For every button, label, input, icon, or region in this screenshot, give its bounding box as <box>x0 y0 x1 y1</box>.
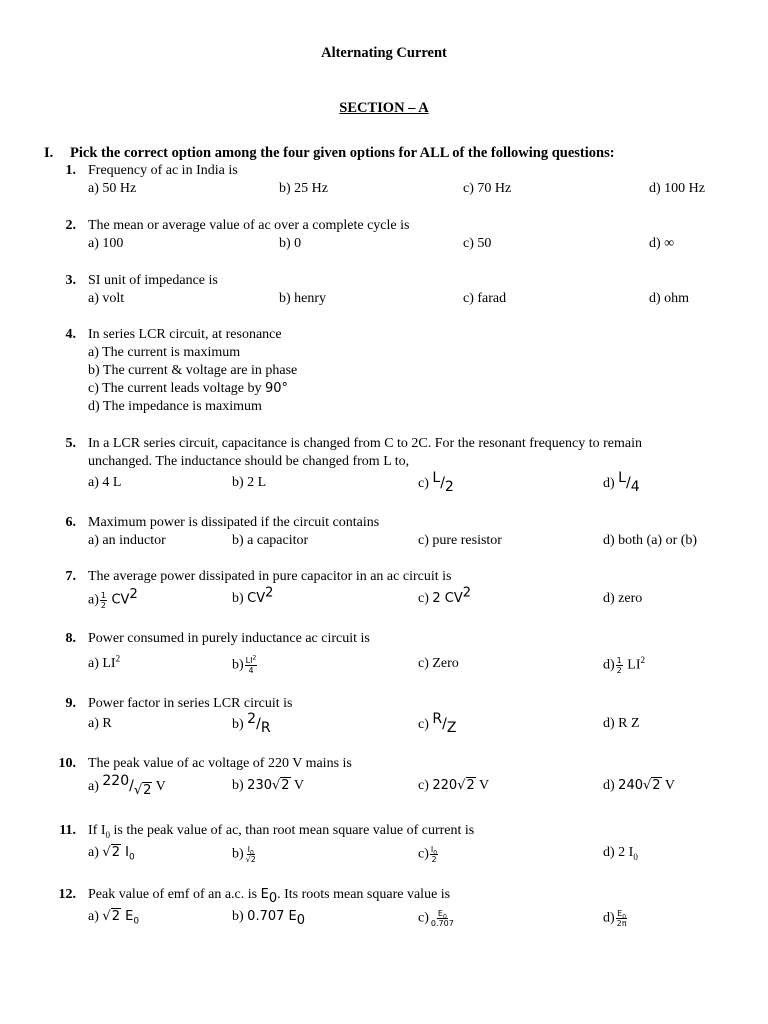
radicand: 2 <box>111 845 120 860</box>
option-b <box>232 909 306 928</box>
denominator: 2π <box>616 919 627 928</box>
expression: 0.707 E <box>247 909 297 924</box>
coefficient: 220 <box>432 778 458 793</box>
numerator-text: E <box>617 909 623 918</box>
subscript: 0 <box>105 829 110 840</box>
option-d: d) R Z <box>603 716 640 731</box>
option-d <box>603 778 675 794</box>
question-text: Maximum power is dissipated if the circuit contains <box>88 515 380 530</box>
numerator <box>247 845 255 855</box>
option-c-text: c) The current leads voltage by <box>88 381 266 396</box>
question-number: 2. <box>65 218 76 233</box>
denominator: 2 <box>444 479 454 495</box>
option-d: d) ohm <box>649 291 690 306</box>
option-c-label: c) <box>418 717 429 732</box>
fraction <box>245 845 257 864</box>
radicand: 2 <box>143 783 152 798</box>
option-b: b) 0 <box>279 236 302 251</box>
option-c <box>418 711 457 736</box>
fraction <box>616 656 623 675</box>
question-number: 4. <box>65 327 76 342</box>
section-heading <box>0 100 768 116</box>
option-b-label: b) <box>232 909 244 924</box>
option-d <box>603 909 629 928</box>
question-number: 11. <box>59 823 76 838</box>
denominator: 2 <box>616 666 622 675</box>
question-text: The average power dissipated in pure capacitor in an ac circuit is <box>88 569 452 584</box>
option-a: a) volt <box>88 291 125 306</box>
option-c <box>418 470 454 495</box>
option-b <box>232 778 304 794</box>
section-label: SECTION – A <box>339 100 429 116</box>
option-b <box>232 711 271 736</box>
question-text: SI unit of impedance is <box>88 273 218 288</box>
fraction: L/4 <box>618 470 640 495</box>
fraction: L/2 <box>432 470 454 495</box>
fraction: 2/R <box>247 711 271 736</box>
option-a <box>88 773 166 798</box>
denominator: Z <box>446 720 457 736</box>
symbol: I <box>125 845 129 860</box>
option-a: a) an inductor <box>88 533 166 548</box>
fraction <box>430 909 455 928</box>
unit: V <box>155 779 166 794</box>
document-title: Alternating Current <box>321 45 447 61</box>
question-number: 5. <box>65 436 76 451</box>
subscript: 0 <box>128 852 135 863</box>
option-d <box>603 845 638 861</box>
option-d-label: d) <box>603 910 615 926</box>
expression: 230√2 <box>247 778 290 793</box>
subscript: 0 <box>250 849 254 857</box>
numerator-text: I <box>247 845 251 854</box>
text-part: Peak value of emf of an a.c. is <box>88 887 261 902</box>
numerator <box>616 909 627 919</box>
question-text: In series LCR circuit, at resonance <box>88 327 282 342</box>
exponent: 2 <box>462 585 472 601</box>
numerator: R <box>432 711 443 727</box>
expression: CV <box>111 592 130 608</box>
question-number: 12. <box>58 887 76 902</box>
subscript: 0 <box>268 890 278 906</box>
numerator <box>430 845 438 855</box>
option-d-label: d) <box>603 476 615 491</box>
expression: 2 CV <box>432 591 463 606</box>
option-b-label: b) <box>232 717 244 732</box>
angle-value: 90° <box>265 381 289 396</box>
question-number: 7. <box>65 569 76 584</box>
subscript: 0 <box>442 913 447 921</box>
denominator: √2 <box>133 783 152 798</box>
fraction <box>616 909 628 928</box>
text-part: If I <box>88 823 106 838</box>
option-a: a) 4 L <box>88 475 122 490</box>
option-b <box>232 656 258 675</box>
unit: V <box>664 778 675 793</box>
numerator: L <box>432 470 441 486</box>
radicand: 2 <box>250 855 256 864</box>
option-a-label: a) <box>88 909 99 924</box>
expression: LI <box>627 657 641 673</box>
option-c: c) pure resistor <box>418 533 502 548</box>
unit: V <box>479 778 490 793</box>
option-c: c) 50 <box>463 236 492 251</box>
option-b-label: b) <box>232 778 244 793</box>
question-text: Power consumed in purely inductance ac circuit is <box>88 631 370 646</box>
option-c-label: c) <box>418 910 429 926</box>
option-a <box>88 653 121 672</box>
question-text <box>88 823 474 839</box>
option-d-label: d) <box>603 778 615 793</box>
option-a: a) R <box>88 716 112 731</box>
denominator: 2 <box>100 601 106 610</box>
option-b: b) a capacitor <box>232 533 309 548</box>
option-d: d) 100 Hz <box>649 181 705 196</box>
denominator: √2 <box>245 855 256 864</box>
coefficient: 240 <box>618 778 643 793</box>
question-number: 3. <box>65 273 76 288</box>
option-c <box>418 909 456 928</box>
option-c <box>88 381 288 397</box>
option-b <box>232 585 274 607</box>
option-c-label: c) <box>418 591 429 606</box>
exponent: 2 <box>265 585 274 601</box>
radicand: 2 <box>466 778 475 793</box>
option-c <box>418 778 489 794</box>
exponent: 2 <box>115 653 121 664</box>
question-number: 8. <box>65 631 76 646</box>
instruction-text: Pick the correct option among the four given options for ALL of the following questions: <box>70 145 615 161</box>
unit: V <box>293 778 304 793</box>
text-part: . Its roots mean square value is <box>277 887 451 902</box>
option-d <box>603 470 640 495</box>
option-c <box>418 845 439 864</box>
exponent: 2 <box>640 655 645 666</box>
exponent: 2 <box>252 654 257 662</box>
option-b-label: b) <box>232 591 244 606</box>
numerator <box>437 909 448 919</box>
question-number: 9. <box>65 696 76 711</box>
subscript: 0 <box>296 912 306 928</box>
question-number: 1. <box>65 163 76 178</box>
question-text: The mean or average value of ac over a complete cycle is <box>88 218 410 233</box>
coefficient: 230 <box>247 778 272 793</box>
instruction-roman: I. <box>44 145 54 161</box>
option-a <box>88 909 139 925</box>
fraction <box>100 591 107 610</box>
subscript: 0 <box>622 913 627 921</box>
question-number: 6. <box>65 515 76 530</box>
option-a <box>88 587 138 610</box>
option-d: d) ∞ <box>649 236 675 251</box>
numerator: 2 <box>247 711 257 727</box>
option-d-label: d) 2 I <box>603 845 634 860</box>
fraction: R/Z <box>432 711 457 736</box>
question-text-continued: unchanged. The inductance should be changed from L to, <box>88 454 410 469</box>
denominator: 4 <box>630 479 640 495</box>
option-d-label: d) <box>603 657 615 673</box>
numerator: 1 <box>100 591 106 600</box>
fraction <box>245 656 258 675</box>
denominator: 0.707 <box>430 919 454 928</box>
subscript: 0 <box>133 916 140 927</box>
option-d: d) The impedance is maximum <box>88 399 262 414</box>
radicand: 2 <box>652 778 661 793</box>
option-a <box>88 845 135 861</box>
option-b: b) The current & voltage are in phase <box>88 363 298 378</box>
expression: 240√2 <box>618 778 661 793</box>
denominator: R <box>260 720 271 736</box>
exponent: 2 <box>129 587 138 603</box>
expression: √2 $E_0$ <box>102 909 140 927</box>
option-c <box>418 585 472 607</box>
question-number: 10. <box>58 756 76 771</box>
option-a: a) 100 <box>88 236 124 251</box>
subscript: 0 <box>633 851 638 862</box>
option-d: d) zero <box>603 591 643 606</box>
option-b: b) 25 Hz <box>279 181 328 196</box>
numerator-text: LI <box>245 656 253 665</box>
numerator-text: I <box>430 845 434 854</box>
option-a-label: a) LI <box>88 656 116 671</box>
instruction <box>44 145 615 161</box>
expression: CV <box>247 591 266 606</box>
question-text <box>88 887 451 906</box>
option-a-label: a) <box>88 592 99 608</box>
text-part: is the peak value of ac, than root mean square value of current is <box>110 823 475 838</box>
option-c: c) 70 Hz <box>463 181 512 196</box>
symbol: E <box>260 887 269 902</box>
expression: 220√2 <box>432 778 475 793</box>
symbol: E <box>125 909 134 924</box>
option-a-label: a) <box>88 845 99 860</box>
numerator: L <box>618 470 626 486</box>
option-b-label: b) <box>232 657 244 673</box>
fraction <box>430 845 438 864</box>
fraction: 220/√2 <box>102 773 152 798</box>
option-d <box>603 656 645 675</box>
question-text: In a LCR series circuit, capacitance is changed from C to 2C. For the resonant frequency to remain <box>88 436 642 451</box>
question-text: Frequency of ac in India is <box>88 163 238 178</box>
subscript: 0 <box>433 849 438 857</box>
option-c-label: c) <box>418 778 429 793</box>
question-text: Power factor in series LCR circuit is <box>88 696 293 711</box>
option-b: b) henry <box>279 291 327 306</box>
radicand: 2 <box>281 778 290 793</box>
numerator: 220 <box>102 773 130 789</box>
option-c: c) Zero <box>418 656 459 671</box>
numerator: 1 <box>616 656 622 665</box>
option-a: a) The current is maximum <box>88 345 241 360</box>
expression: √2 $I_0$ <box>102 845 135 863</box>
option-a-label: a) <box>88 779 99 794</box>
option-b: b) 2 L <box>232 475 267 490</box>
numerator-text: E <box>437 909 443 918</box>
denominator: 4 <box>248 666 254 675</box>
option-c: c) farad <box>463 291 507 306</box>
question-text: The peak value of ac voltage of 220 V mains is <box>88 756 352 771</box>
option-c-label: c) <box>418 476 429 491</box>
option-b-label: b) <box>232 846 244 862</box>
numerator <box>245 656 258 666</box>
denominator: 2 <box>431 855 437 864</box>
option-d: d) both (a) or (b) <box>603 533 698 548</box>
option-a: a) 50 Hz <box>88 181 137 196</box>
radicand: 2 <box>111 909 120 924</box>
option-b <box>232 845 258 864</box>
option-c-label: c) <box>418 846 429 862</box>
